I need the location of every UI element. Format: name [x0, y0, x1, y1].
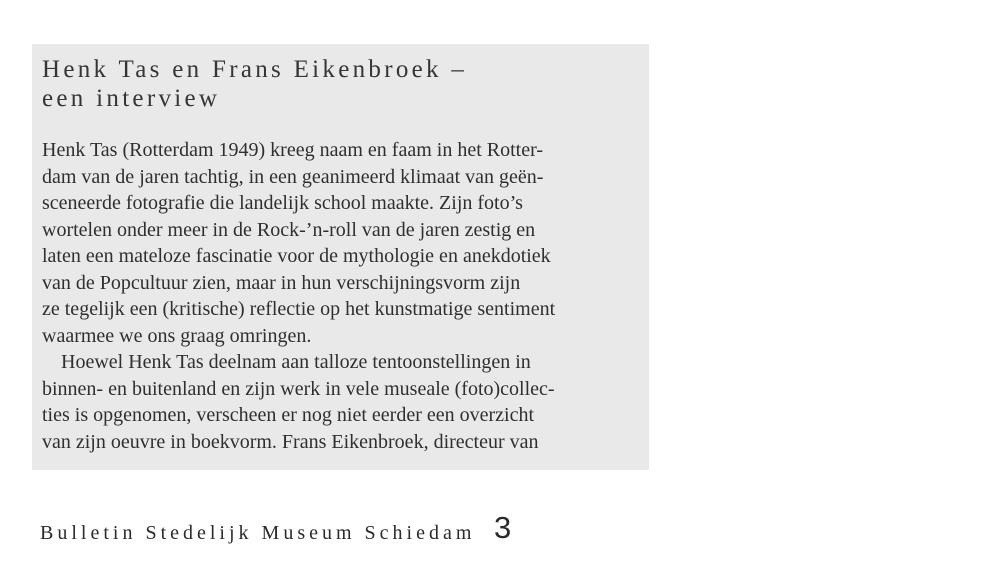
body-line: sceneerde fotografie die landelijk school maakte. Zijn foto’s: [42, 192, 523, 214]
body-line: van zijn oeuvre in boekvorm. Frans Eikenbroek, directeur van: [42, 430, 539, 453]
body-line: laten een mateloze fascinatie voor de mythologie en anekdotiek: [42, 245, 551, 267]
title-line: Henk Tas en Frans Eikenbroek –: [42, 56, 468, 83]
body-line: Henk Tas (Rotterdam 1949) kreeg naam en faam in het Rotter-: [42, 139, 543, 161]
body-line: ze tegelijk een (kritische) reflectie op het kunstmatige sentiment: [42, 298, 556, 320]
title-line: een interview: [42, 85, 221, 112]
body-line: wortelen onder meer in de Rock-’n-roll van de jaren zestig en: [42, 218, 536, 241]
body-line: ties is opgenomen, verscheen er nog niet eerder een overzicht: [42, 404, 535, 426]
article-body: [42, 137, 642, 455]
body-line: waarmee we ons graag omringen.: [42, 324, 312, 347]
body-line: Hoewel Henk Tas deelnam aan talloze tentoonstellingen in: [61, 351, 531, 373]
body-line: binnen- en buitenland en zijn werk in vele museale (foto)collec-: [42, 377, 555, 400]
page-number: 3: [494, 510, 512, 545]
body-line: dam van de jaren tachtig, in een geanimeerd klimaat van geën-: [42, 165, 544, 188]
publication-title: Bulletin Stedelijk Museum Schiedam: [40, 522, 476, 544]
article-title: [42, 55, 632, 113]
page-footer: [40, 512, 560, 548]
body-line: van de Popcultuur zien, maar in hun verschijningsvorm zijn: [42, 271, 521, 294]
